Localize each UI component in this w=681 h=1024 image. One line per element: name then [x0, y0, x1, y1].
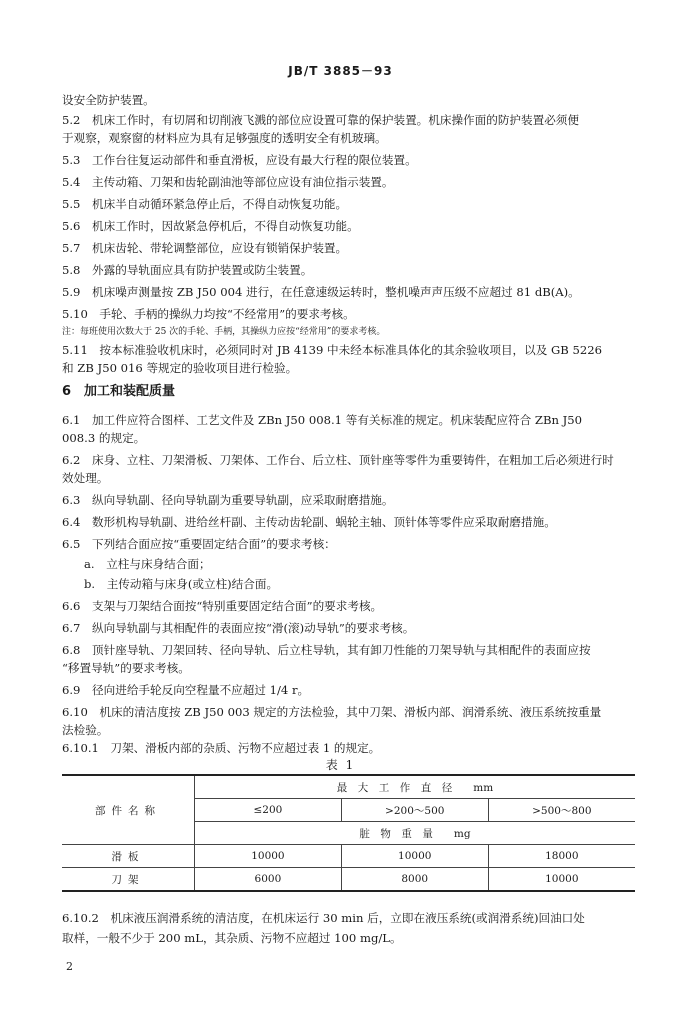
text-line: 008.3 的规定。 — [62, 431, 146, 445]
clause-5-6: 5.6 机床工作时，因故紧急停机后，不得自动恢复功能。 — [62, 219, 359, 233]
column-header-diameter: 最 大 工 作 直 径 mm — [195, 775, 636, 799]
clause-6-7: 6.7 纵向导轨副与其相配件的表面应按“滑(滚)动导轨”的要求考核。 — [62, 621, 415, 635]
value-cell: 18000 — [488, 845, 635, 868]
table-row — [62, 868, 635, 892]
clause-6-4: 6.4 数形机构导轨副、进给丝杆副、主传动齿轮副、蜗轮主轴、顶针体等零件应采取耐磨措施。 — [62, 515, 556, 529]
clause-5-8: 5.8 外露的导轨面应具有防护装置或防尘装置。 — [62, 263, 313, 277]
text-line: 于观察，观察窗的材料应为具有足够强度的透明安全有机玻璃。 — [62, 131, 387, 145]
table-header-row — [62, 775, 635, 799]
clause-5-10: 5.10 手轮、手柄的操纵力均按“不经常用”的要求考核。 — [62, 307, 355, 321]
range-cell: ≤200 — [195, 799, 342, 822]
part-name-cell: 刀架 — [62, 868, 195, 892]
list-item-a: a. 立柱与床身结合面； — [84, 557, 211, 571]
table-row — [62, 845, 635, 868]
clause-6-1: 6.1 加工件应符合图样、工艺文件及 ZBn J50 008.1 等有关标准的规定。机床装配应符合 ZBn J50 — [62, 413, 583, 427]
text-line: 和 ZB J50 016 等规定的验收项目进行检验。 — [62, 361, 298, 375]
clause-6-10-1: 6.10.1 刀架、滑板内部的杂质、污物不应超过表 1 的规定。 — [62, 741, 381, 755]
clause-5-2: 5.2 机床工作时，有切屑和切削液飞溅的部位应设置可靠的保护装置。机床操作面的防护装置必须便 — [62, 113, 579, 127]
list-item-b: b. 主传动箱与床身(或立柱)结合面。 — [84, 577, 279, 591]
value-cell: 6000 — [195, 868, 342, 892]
value-cell: 10000 — [341, 845, 488, 868]
text-line: “移置导轨”的要求考核。 — [62, 661, 190, 675]
clause-6-6: 6.6 支架与刀架结合面按“特别重要固定结合面”的要求考核。 — [62, 599, 383, 613]
note-line: 注：每班使用次数大于 25 次的手轮、手柄，其操纵力应按“经常用”的要求考核。 — [62, 327, 386, 337]
section-heading: 6 加工和装配质量 — [62, 384, 176, 399]
column-header-part: 部件名称 — [62, 775, 195, 845]
value-cell: 10000 — [195, 845, 342, 868]
text-line: 法检验。 — [62, 723, 109, 737]
clause-5-11: 5.11 按本标准验收机床时，必须同时对 JB 4139 中未经本标准具体化的其余验收项目，以及 GB 5226 — [62, 343, 602, 357]
value-cell: 8000 — [341, 868, 488, 892]
clause-6-5: 6.5 下列结合面应按“重要固定结合面”的要求考核： — [62, 537, 336, 551]
range-cell: >200～500 — [341, 799, 488, 822]
clause-5-9: 5.9 机床噪声测量按 ZB J50 004 进行，在任意速级运转时，整机噪声声压级不应超过 81 dB(A)。 — [62, 285, 580, 299]
page-header: JB/T 3885－93 — [288, 64, 393, 78]
clause-5-5: 5.5 机床半自动循环紧急停止后，不得自动恢复功能。 — [62, 197, 348, 211]
clause-5-7: 5.7 机床齿轮、带轮调整部位，应设有锁销保护装置。 — [62, 241, 348, 255]
clause-6-2: 6.2 床身、立柱、刀架滑板、刀架体、工作台、后立柱、顶针座等零件为重要铸件，在粗加工后必须进行时 — [62, 453, 614, 467]
table-1 — [62, 774, 635, 892]
range-cell: >500～800 — [488, 799, 635, 822]
page-number: 2 — [66, 960, 73, 973]
table-caption: 表 1 — [325, 758, 356, 772]
clause-6-9: 6.9 径向进给手轮反向空程量不应超过 1/4 r。 — [62, 683, 310, 697]
clause-6-8: 6.8 顶针座导轨、刀架回转、径向导轨、后立柱导轨，其有卸刀性能的刀架导轨与其相配件的表面应按 — [62, 643, 591, 657]
value-cell: 10000 — [488, 868, 635, 892]
clause-6-10-2: 6.10.2 机床液压润滑系统的清洁度，在机床运行 30 min 后，立即在液压系统(或润滑系统)回油口处 — [62, 911, 585, 925]
clause-6-10: 6.10 机床的清洁度按 ZB J50 003 规定的方法检验，其中刀架、滑板内部、润滑系统、液压系统按重量 — [62, 705, 602, 719]
clause-5-3: 5.3 工作台往复运动部件和垂直滑板，应设有最大行程的限位装置。 — [62, 153, 417, 167]
text-line: 取样，一般不少于 200 mL，其杂质、污物不应超过 100 mg/L。 — [62, 931, 402, 945]
clause-5-4: 5.4 主传动箱、刀架和齿轮副油池等部位应设有油位指示装置。 — [62, 175, 394, 189]
clause-6-3: 6.3 纵向导轨副、径向导轨副为重要导轨副，应采取耐磨措施。 — [62, 493, 394, 507]
part-name-cell: 滑板 — [62, 845, 195, 868]
text-line: 设安全防护装置。 — [62, 93, 155, 107]
text-line: 效处理。 — [62, 471, 109, 485]
column-header-weight: 脏 物 重 量 mg — [195, 822, 636, 845]
